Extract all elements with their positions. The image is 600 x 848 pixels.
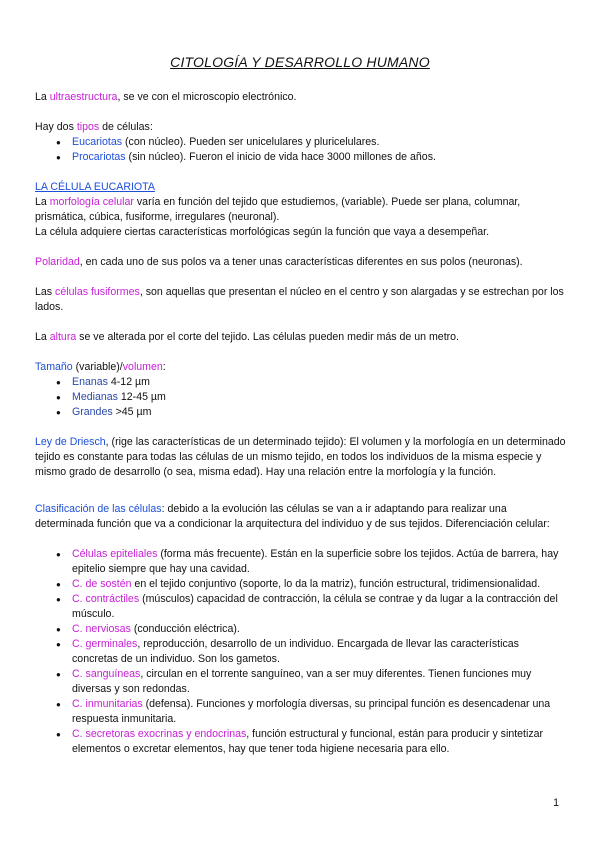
term-volumen: volumen [122,361,163,373]
page-title: CITOLOGÍA Y DESARROLLO HUMANO [170,54,430,70]
list-item: ● C. inmunitarias (defensa). Funciones y morfología diversas, su principal función es desencadenar una respuesta inmunitaria. [72,697,564,727]
list-item: ● C. secretoras exocrinas y endocrinas, función estructural y funcional, están para producir y sintetizar elementos o excretar elementos, hay que tener toda higiene necesaria para ello. [72,727,564,757]
term-fusiformes: células fusiformes [55,286,140,298]
term-altura: altura [49,331,77,343]
term-driesch: Ley de Driesch [35,436,106,448]
list-item: ● Grandes >45 µm [72,405,564,420]
list-item: ● C. sanguíneas, circulan en el torrente sanguíneo, van a ser muy diferentes. Tienen funciones muy diversas y son redondas. [72,667,564,697]
driesch-paragraph: Ley de Driesch, (rige las características de un determinado tejido): El volumen y la morfología en un determinado tejido es constante para todas las células de un mismo tejido, en todos los individuos de la misma especie y mismo grado de desarrollo (o sea, misma edad). Hay una relación entre la morfología y la función. [35,436,566,478]
tipos-lead: Hay dos tipos de células: [35,121,153,133]
list-item: ● C. contráctiles (músculos) capacidad de contracción, la célula se contrae y da lugar a la contracción del músculo. [72,592,564,622]
list-item: ● C. de sostén en el tejido conjuntivo (soporte, lo da la matriz), función estructural, tridimensionalidad. [72,577,564,592]
tamano-lead: Tamaño (variable)/volumen: [35,361,166,373]
list-item: ● C. nerviosas (conducción eléctrica). [72,622,564,637]
list-item: ● C. germinales, reproducción, desarrollo de un individuo. Encargada de llevar las características concretas de un individuo. Son los gametos. [72,637,564,667]
polaridad-paragraph: Polaridad, en cada uno de sus polos va a tener unas características diferentes en sus polos (neuronas). [35,256,523,268]
term-tamano: Tamaño [35,361,73,373]
term-tipos: tipos [76,121,100,133]
list-item: ● Eucariotas (con núcleo). Pueden ser unicelulares y pluricelulares. [72,135,564,150]
list-item: ● Procariotas (sin núcleo). Fueron el inicio de vida hace 3000 millones de años. [72,150,564,165]
morfologia-paragraph: La morfología celular varía en función del tejido que estudiemos, (variable). Puede ser plana, columnar, prismática, cúbica, fusiforme, irregulares (neuronal). La célula adquiere ciertas características morfológicas según la función que vaya a desempeñar. [35,196,521,238]
list-item: ● Medianas 12-45 µm [72,390,564,405]
term-polaridad: Polaridad [35,256,80,268]
term-clasificacion: Clasificación de las células [35,503,162,515]
list-item: ● Enanas 4-12 µm [72,375,564,390]
clasificacion-lead: Clasificación de las células: debido a la evolución las células se van a ir adaptando para realizar una determinada función que va a condicionar la arquitectura del individuo y de sus tejidos. Diferenciación celular: [35,503,550,530]
fusiformes-paragraph: Las células fusiformes, son aquellas que presentan el núcleo en el centro y son alargadas y se estrechan por los lados. [35,286,564,313]
section-heading: LA CÉLULA EUCARIOTA [35,181,155,193]
term-morfologia: morfología celular [49,196,134,208]
altura-paragraph: La altura se ve alterada por el corte del tejido. Las células pueden medir más de un metro. [35,331,460,343]
list-item: ● Células epiteliales (forma más frecuente). Están en la superficie sobre los tejidos. Actúa de barrera, hay epitelio siempre que hay una cavidad. [72,547,564,577]
page-number: 1 [553,797,559,809]
term-ultraestructura: ultraestructura [49,91,118,103]
intro-paragraph: La ultraestructura, se ve con el microscopio electrónico. [35,91,297,103]
